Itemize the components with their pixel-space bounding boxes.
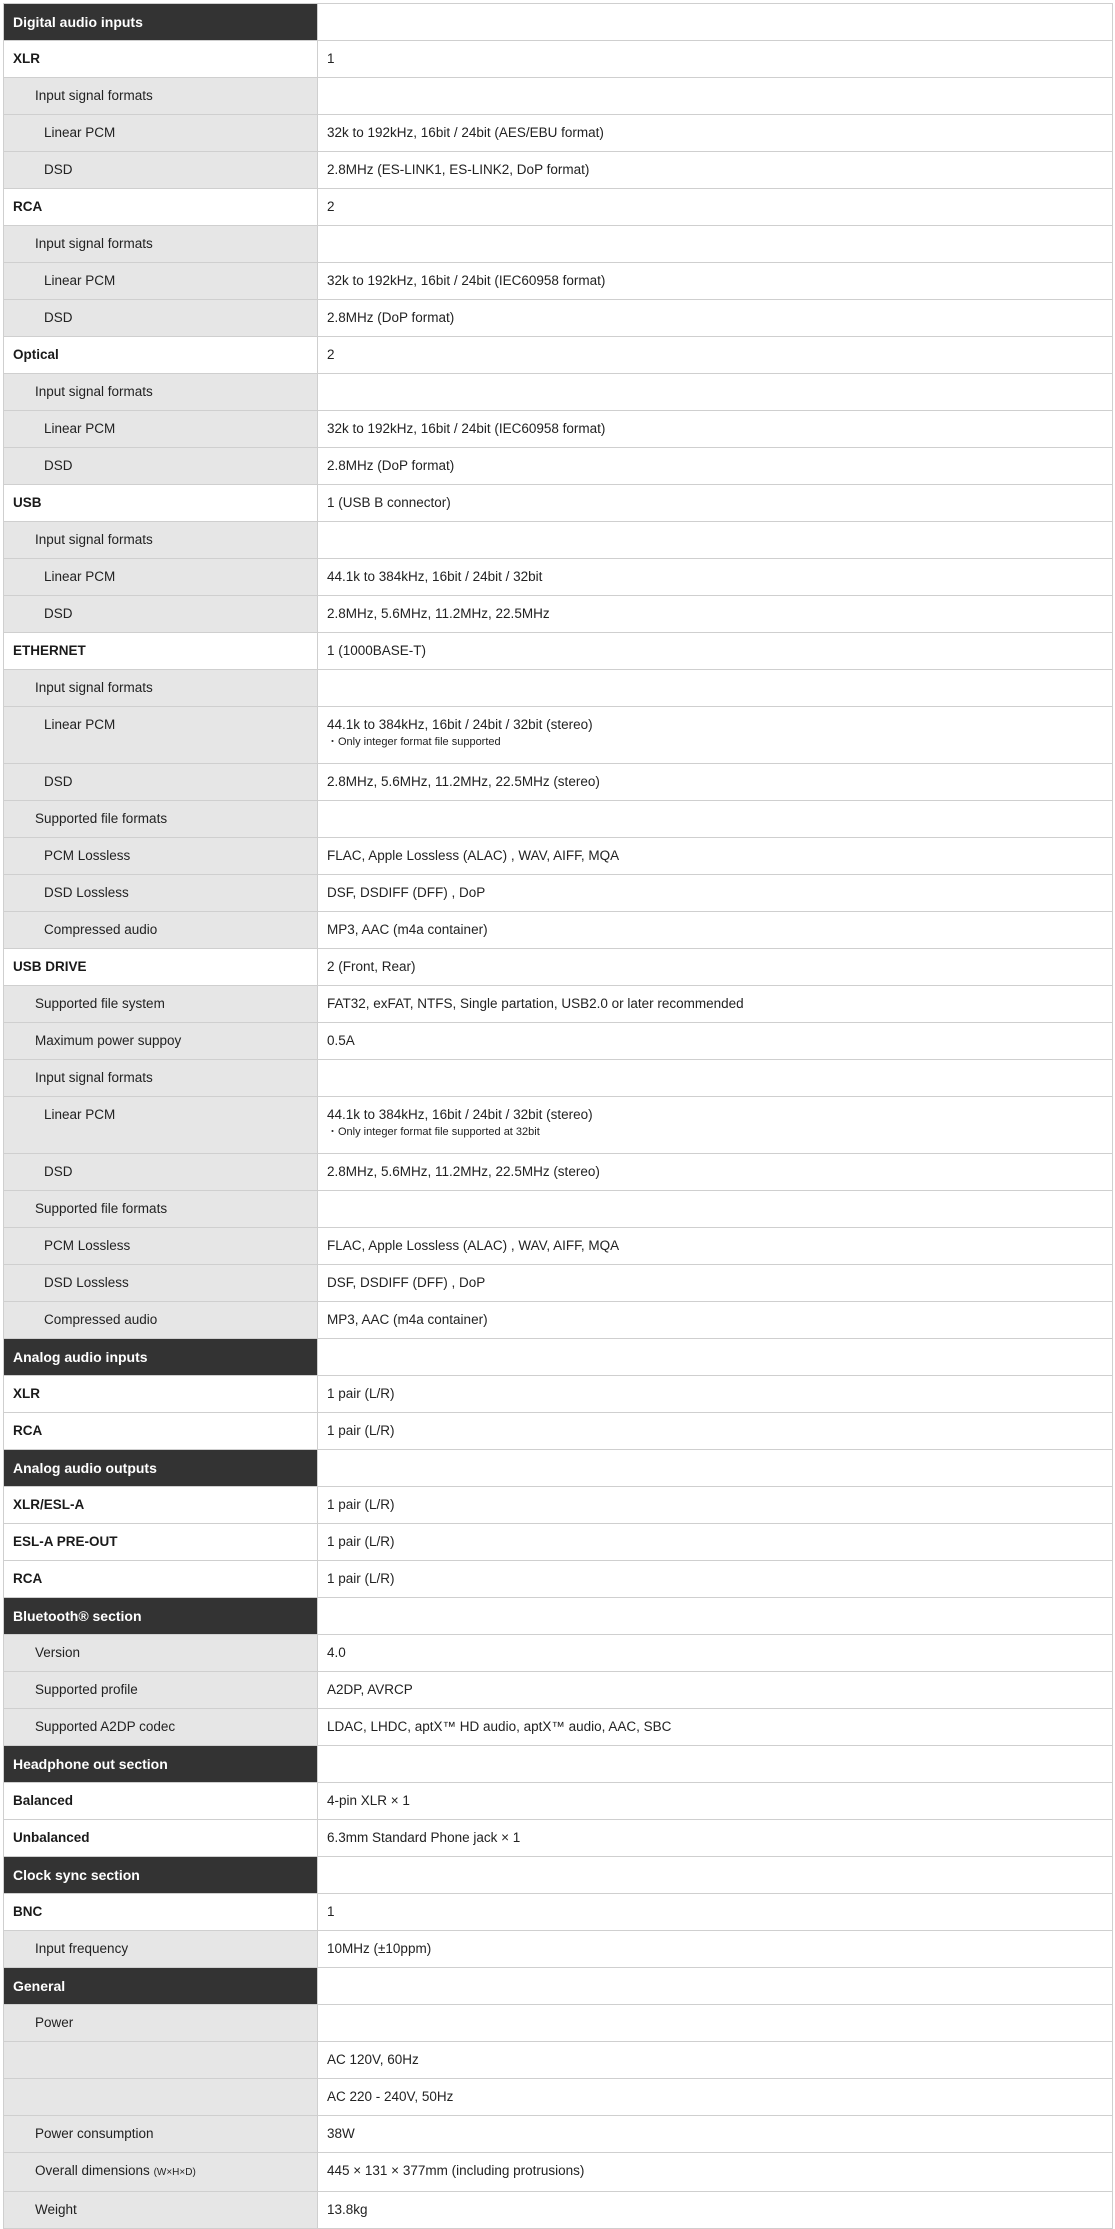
spec-label-text: Linear PCM [44,273,116,288]
spec-row [4,300,1113,337]
spec-label [4,559,318,596]
spec-row [4,78,1113,115]
section-title [4,1339,318,1376]
spec-row [4,1487,1113,1524]
spec-value-text: 32k to 192kHz, 16bit / 24bit (IEC60958 format) [327,273,606,288]
spec-label-text: RCA [13,1571,43,1586]
spec-label-text: RCA [13,199,43,214]
spec-value-text: 1 [327,51,335,66]
spec-value [318,949,1113,986]
spec-label-text: PCM Lossless [44,1238,131,1253]
spec-row [4,912,1113,949]
spec-value [318,78,1113,115]
spec-value [318,559,1113,596]
spec-label-text: DSD [44,458,73,473]
spec-value [318,337,1113,374]
spec-value [318,1376,1113,1413]
spec-row [4,1894,1113,1931]
spec-value-text: FAT32, exFAT, NTFS, Single partation, USB2.0 or later recommended [327,996,744,1011]
spec-label-text: Input signal formats [35,532,153,547]
spec-value-text: MP3, AAC (m4a container) [327,1312,488,1327]
spec-value-text: MP3, AAC (m4a container) [327,922,488,937]
spec-value [318,875,1113,912]
spec-label-text: ESL-A PRE-OUT [13,1534,118,1549]
spec-label-text: Linear PCM [44,717,116,732]
spec-value [318,2042,1113,2079]
spec-label [4,448,318,485]
section-header-row [4,1598,1113,1635]
spec-row [4,559,1113,596]
spec-label [4,2005,318,2042]
spec-row [4,1376,1113,1413]
spec-value [318,41,1113,78]
section-header-row [4,1450,1113,1487]
spec-value-text: 1 pair (L/R) [327,1497,395,1512]
spec-value-text: 2.8MHz, 5.6MHz, 11.2MHz, 22.5MHz [327,606,550,621]
spec-value [318,189,1113,226]
spec-label-text: Input signal formats [35,384,153,399]
spec-row [4,2153,1113,2192]
spec-value [318,912,1113,949]
spec-value-text: 1 (USB B connector) [327,495,451,510]
spec-label [4,1228,318,1265]
spec-label-unit: (W×H×D) [153,2167,196,2178]
spec-value-text: 44.1k to 384kHz, 16bit / 24bit / 32bit [327,569,543,584]
spec-value [318,115,1113,152]
spec-value [318,1450,1113,1487]
spec-row [4,189,1113,226]
spec-value [318,1302,1113,1339]
spec-row [4,2079,1113,2116]
section-title [4,1450,318,1487]
spec-label [4,152,318,189]
spec-value [318,411,1113,448]
spec-value-text: 2.8MHz, 5.6MHz, 11.2MHz, 22.5MHz (stereo) [327,774,600,789]
spec-label [4,78,318,115]
spec-row [4,226,1113,263]
spec-label [4,2079,318,2116]
spec-value [318,4,1113,41]
spec-label-text: DSD Lossless [44,1275,129,1290]
spec-label-text: PCM Lossless [44,848,131,863]
spec-label [4,300,318,337]
spec-label [4,1154,318,1191]
spec-row [4,1228,1113,1265]
spec-label-text: DSD [44,162,73,177]
spec-row [4,707,1113,764]
spec-label-text: Linear PCM [44,1107,116,1122]
spec-value-text: 0.5A [327,1033,355,1048]
section-title [4,1968,318,2005]
spec-row [4,764,1113,801]
spec-value-text: 4.0 [327,1645,346,1660]
spec-row [4,411,1113,448]
spec-label [4,263,318,300]
spec-label [4,337,318,374]
spec-row [4,1709,1113,1746]
spec-value [318,838,1113,875]
spec-label-text: Maximum power suppoy [35,1033,182,1048]
spec-label-text: USB [13,495,42,510]
spec-label-text: Optical [13,347,59,362]
spec-label [4,596,318,633]
spec-label-text: DSD [44,774,73,789]
spec-label [4,226,318,263]
spec-label-text: Version [35,1645,81,1660]
spec-value [318,1191,1113,1228]
spec-label [4,764,318,801]
spec-value [318,1413,1113,1450]
spec-label-text: Power consumption [35,2126,154,2141]
spec-row [4,337,1113,374]
spec-row [4,448,1113,485]
spec-row [4,522,1113,559]
section-title [4,4,318,41]
section-header-row [4,1968,1113,2005]
spec-value [318,1154,1113,1191]
spec-value [318,2153,1113,2192]
spec-value [318,1783,1113,1820]
spec-label-text: Input signal formats [35,88,153,103]
spec-value-text: LDAC, LHDC, aptX™ HD audio, aptX™ audio, AAC, SBC [327,1719,672,1734]
spec-row [4,670,1113,707]
section-title [4,1857,318,1894]
spec-value [318,1672,1113,1709]
spec-label-text: Bluetooth® section [13,1608,142,1624]
spec-label [4,2153,318,2192]
spec-value-text: 1 pair (L/R) [327,1534,395,1549]
spec-value-text: 2.8MHz, 5.6MHz, 11.2MHz, 22.5MHz (stereo) [327,1164,600,1179]
spec-label [4,875,318,912]
spec-label-text: USB DRIVE [13,959,87,974]
spec-label [4,1376,318,1413]
spec-label-text: Input signal formats [35,680,153,695]
spec-label-text: DSD [44,606,73,621]
spec-value-text: FLAC, Apple Lossless (ALAC) , WAV, AIFF, MQA [327,1238,620,1253]
spec-label [4,1060,318,1097]
spec-label [4,2116,318,2153]
spec-value [318,1097,1113,1154]
spec-label [4,485,318,522]
spec-label [4,1894,318,1931]
spec-value-text: 44.1k to 384kHz, 16bit / 24bit / 32bit (stereo) [327,1107,593,1122]
spec-label-text: Clock sync section [13,1867,140,1883]
spec-value-text: AC 120V, 60Hz [327,2052,419,2067]
spec-label-text: XLR/ESL-A [13,1497,85,1512]
spec-label [4,1265,318,1302]
spec-value [318,596,1113,633]
spec-label-text: Linear PCM [44,569,116,584]
spec-row [4,1820,1113,1857]
spec-value [318,1339,1113,1376]
spec-value [318,152,1113,189]
spec-value-text: 13.8kg [327,2202,368,2217]
spec-value-text: DSF, DSDIFF (DFF) , DoP [327,885,486,900]
spec-note: ・Only integer format file supported [327,736,501,748]
spec-label-text: Input frequency [35,1941,129,1956]
spec-value [318,2192,1113,2229]
spec-value [318,633,1113,670]
spec-label [4,522,318,559]
section-header-row [4,1339,1113,1376]
section-header-row [4,4,1113,41]
spec-row [4,1413,1113,1450]
spec-note: ・Only integer format file supported at 32bit [327,1126,540,1138]
spec-label [4,633,318,670]
spec-label-text: Compressed audio [44,922,158,937]
spec-label [4,1635,318,1672]
spec-label-text: Analog audio outputs [13,1460,157,1476]
spec-row [4,1060,1113,1097]
spec-value-text: 32k to 192kHz, 16bit / 24bit (IEC60958 format) [327,421,606,436]
spec-value-text: 2.8MHz (DoP format) [327,310,455,325]
spec-value [318,300,1113,337]
spec-row [4,485,1113,522]
spec-row [4,115,1113,152]
spec-label [4,1413,318,1450]
spec-value [318,2116,1113,2153]
spec-row [4,1524,1113,1561]
spec-label [4,1302,318,1339]
spec-value [318,1487,1113,1524]
spec-value [318,1023,1113,1060]
spec-label [4,707,318,764]
spec-label-text: Input signal formats [35,236,153,251]
spec-label [4,189,318,226]
spec-value-text: 38W [327,2126,355,2141]
spec-label [4,1820,318,1857]
spec-value-text: 6.3mm Standard Phone jack × 1 [327,1830,521,1845]
spec-value [318,1820,1113,1857]
spec-value [318,1746,1113,1783]
spec-row [4,1097,1113,1154]
spec-label-text: Supported A2DP codec [35,1719,176,1734]
spec-value [318,670,1113,707]
spec-label [4,1709,318,1746]
spec-label-text: Power [35,2015,74,2030]
spec-value [318,764,1113,801]
spec-label-text: DSD [44,1164,73,1179]
spec-table-body [4,4,1113,2229]
spec-label-text: ETHERNET [13,643,86,658]
spec-label-text: XLR [13,51,40,66]
section-header-row [4,1746,1113,1783]
spec-label-text: Balanced [13,1793,74,1808]
section-title [4,1598,318,1635]
spec-value [318,1598,1113,1635]
spec-label-text: Supported file formats [35,811,168,826]
spec-label [4,1023,318,1060]
spec-label-text: Digital audio inputs [13,14,143,30]
spec-row [4,1023,1113,1060]
section-header-row [4,1857,1113,1894]
spec-value [318,986,1113,1023]
spec-value [318,1931,1113,1968]
spec-value-text: 1 [327,1904,335,1919]
spec-row [4,1672,1113,1709]
spec-value-text: 2 (Front, Rear) [327,959,416,974]
spec-row [4,2116,1113,2153]
spec-label-text: Compressed audio [44,1312,158,1327]
spec-value-text: 32k to 192kHz, 16bit / 24bit (AES/EBU format) [327,125,604,140]
spec-row [4,1931,1113,1968]
spec-value [318,448,1113,485]
spec-value-text: 445 × 131 × 377mm (including protrusions) [327,2163,585,2178]
spec-row [4,986,1113,1023]
spec-label [4,115,318,152]
spec-label-text: BNC [13,1904,43,1919]
spec-value-text: 2.8MHz (DoP format) [327,458,455,473]
spec-value [318,1561,1113,1598]
spec-label-text: DSD Lossless [44,885,129,900]
spec-row [4,633,1113,670]
spec-label [4,1097,318,1154]
spec-label [4,912,318,949]
spec-label-text: Weight [35,2202,77,2217]
spec-value [318,1524,1113,1561]
spec-value-text: A2DP, AVRCP [327,1682,413,1697]
spec-value [318,2079,1113,2116]
spec-value-text: 10MHz (±10ppm) [327,1941,432,1956]
spec-row [4,838,1113,875]
spec-value-text: 2 [327,347,335,362]
spec-row [4,1191,1113,1228]
spec-row [4,801,1113,838]
spec-value [318,801,1113,838]
spec-label [4,1487,318,1524]
spec-row [4,1783,1113,1820]
spec-value [318,1265,1113,1302]
spec-label-text: Overall dimensions [35,2163,150,2178]
spec-value [318,226,1113,263]
spec-value-text: 2.8MHz (ES-LINK1, ES-LINK2, DoP format) [327,162,590,177]
spec-value-text: FLAC, Apple Lossless (ALAC) , WAV, AIFF, MQA [327,848,620,863]
section-title [4,1746,318,1783]
spec-label-text: Analog audio inputs [13,1349,148,1365]
spec-table [3,3,1113,2229]
spec-row [4,263,1113,300]
spec-row [4,152,1113,189]
spec-row [4,1635,1113,1672]
spec-label [4,1783,318,1820]
spec-row [4,949,1113,986]
spec-label [4,949,318,986]
spec-label [4,2042,318,2079]
spec-label-text: Linear PCM [44,421,116,436]
spec-value-text: 1 pair (L/R) [327,1386,395,1401]
spec-label-text: RCA [13,1423,43,1438]
spec-label-text: XLR [13,1386,40,1401]
spec-value-text: DSF, DSDIFF (DFF) , DoP [327,1275,486,1290]
spec-value [318,1968,1113,2005]
spec-label [4,1191,318,1228]
spec-row [4,374,1113,411]
spec-value [318,263,1113,300]
spec-value [318,1635,1113,1672]
spec-row [4,2042,1113,2079]
spec-value [318,1894,1113,1931]
spec-label-text: Headphone out section [13,1756,168,1772]
spec-label-text: DSD [44,310,73,325]
spec-value-text: 1 (1000BASE-T) [327,643,427,658]
spec-label [4,1561,318,1598]
spec-value-text: 1 pair (L/R) [327,1571,395,1586]
spec-label-text: Unbalanced [13,1830,90,1845]
spec-value [318,485,1113,522]
spec-value-text: 1 pair (L/R) [327,1423,395,1438]
spec-label [4,1672,318,1709]
spec-value [318,522,1113,559]
spec-row [4,1561,1113,1598]
spec-row [4,1265,1113,1302]
spec-label [4,41,318,78]
spec-label [4,986,318,1023]
spec-row [4,2005,1113,2042]
spec-value-text: 44.1k to 384kHz, 16bit / 24bit / 32bit (stereo) [327,717,593,732]
spec-label [4,1931,318,1968]
spec-label [4,1524,318,1561]
spec-label [4,411,318,448]
spec-row [4,596,1113,633]
spec-value-text: 4-pin XLR × 1 [327,1793,410,1808]
spec-label [4,2192,318,2229]
spec-row [4,41,1113,78]
spec-value-text: AC 220 - 240V, 50Hz [327,2089,454,2104]
spec-row [4,1154,1113,1191]
spec-value-text: 2 [327,199,335,214]
spec-label-text: General [13,1978,66,1994]
spec-label [4,670,318,707]
spec-value [318,1060,1113,1097]
spec-value [318,2005,1113,2042]
spec-label-text: Linear PCM [44,125,116,140]
spec-value [318,1709,1113,1746]
spec-label-text: Supported profile [35,1682,138,1697]
spec-value [318,1857,1113,1894]
spec-row [4,2192,1113,2229]
spec-label-text: Supported file system [35,996,165,1011]
spec-label-text: Supported file formats [35,1201,168,1216]
spec-row [4,875,1113,912]
spec-value [318,707,1113,764]
spec-row [4,1302,1113,1339]
spec-label [4,801,318,838]
spec-value [318,1228,1113,1265]
spec-label [4,374,318,411]
spec-value [318,374,1113,411]
spec-label [4,838,318,875]
spec-label-text: Input signal formats [35,1070,153,1085]
